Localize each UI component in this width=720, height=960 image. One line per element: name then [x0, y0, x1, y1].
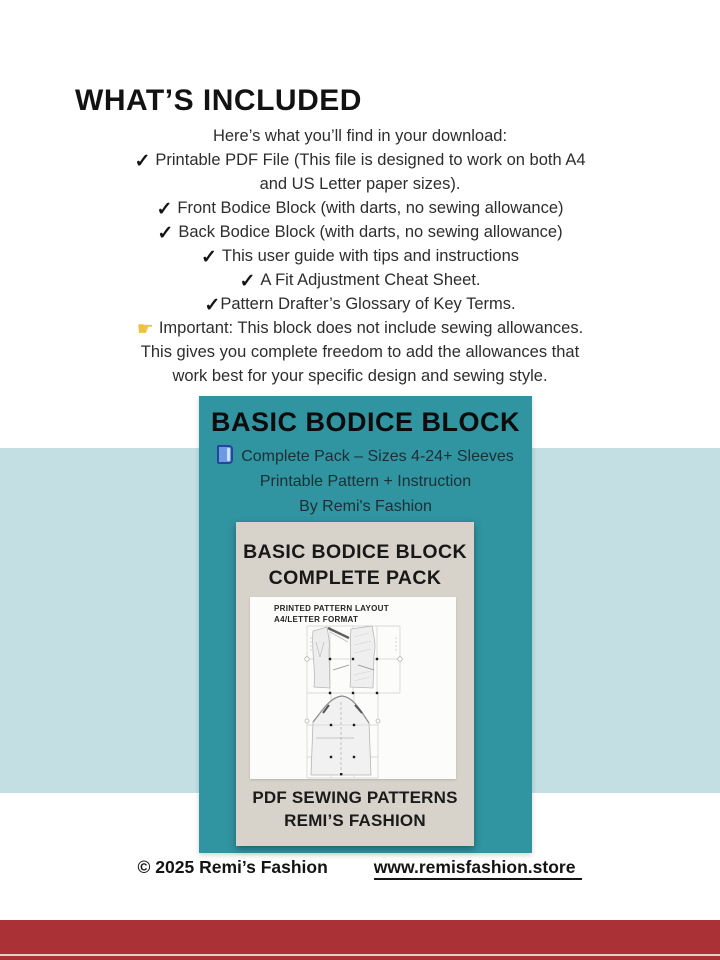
bottom-red-bar [0, 920, 720, 960]
list-item-continued: and US Letter paper sizes). [259, 175, 461, 193]
check-icon: ✓ [204, 295, 221, 316]
check-icon: ✓ [200, 247, 217, 268]
included-list [0, 124, 720, 388]
list-item: ✓ Printable PDF File (This file is designed to work on both A4 [134, 151, 586, 172]
check-icon: ✓ [134, 151, 151, 172]
product-card-subtitles [199, 444, 532, 519]
product-card-title: BASIC BODICE BLOCK [210, 407, 520, 437]
copyright-text: © 2025 Remi’s Fashion [137, 857, 328, 877]
list-item: ✓ This user guide with tips and instructions [200, 247, 520, 268]
pattern-layout-label: PRINTED PATTERN LAYOUT A4/LETTER FORMAT [274, 604, 389, 624]
important-note: ☛ Important: This block does not include sewing allowances. [136, 319, 584, 340]
cover-title: BASIC BODICE BLOCK COMPLETE PACK [243, 541, 467, 589]
check-icon: ✓ [157, 223, 174, 244]
byline: By Remi's Fashion [299, 498, 432, 515]
list-item: ✓ Front Bodice Block (with darts, no sewing allowance) [156, 199, 564, 220]
product-cover-mockup [236, 522, 474, 846]
product-card [199, 396, 532, 853]
pointing-hand-icon: ☛ [136, 319, 154, 340]
blue-book-icon [217, 445, 233, 464]
important-note-continued: This gives you complete freedom to add the allowances that [140, 343, 580, 361]
cover-footer: PDF SEWING PATTERNS REMI’S FASHION [252, 788, 458, 830]
list-item: ✓Pattern Drafter’s Glossary of Key Terms. [204, 295, 516, 316]
pattern-layout-panel [250, 597, 456, 779]
page-title: WHAT’S INCLUDED [75, 84, 362, 117]
format-line: Printable Pattern + Instruction [259, 473, 472, 490]
red-bar-accent-line [0, 954, 720, 956]
check-icon: ✓ [156, 199, 173, 220]
list-intro: Here’s what you’ll find in your download: [212, 127, 508, 145]
pack-line: Complete Pack – Sizes 4-24+ Sleeves [199, 444, 532, 469]
check-icon: ✓ [239, 271, 256, 292]
list-item: ✓ Back Bodice Block (with darts, no sewing allowance) [157, 223, 563, 244]
important-note-continued: work best for your specific design and sewing style. [172, 367, 548, 385]
list-item: ✓ A Fit Adjustment Cheat Sheet. [239, 271, 481, 292]
store-link[interactable]: www.remisfashion.store [374, 857, 583, 880]
page-footer [0, 857, 720, 880]
